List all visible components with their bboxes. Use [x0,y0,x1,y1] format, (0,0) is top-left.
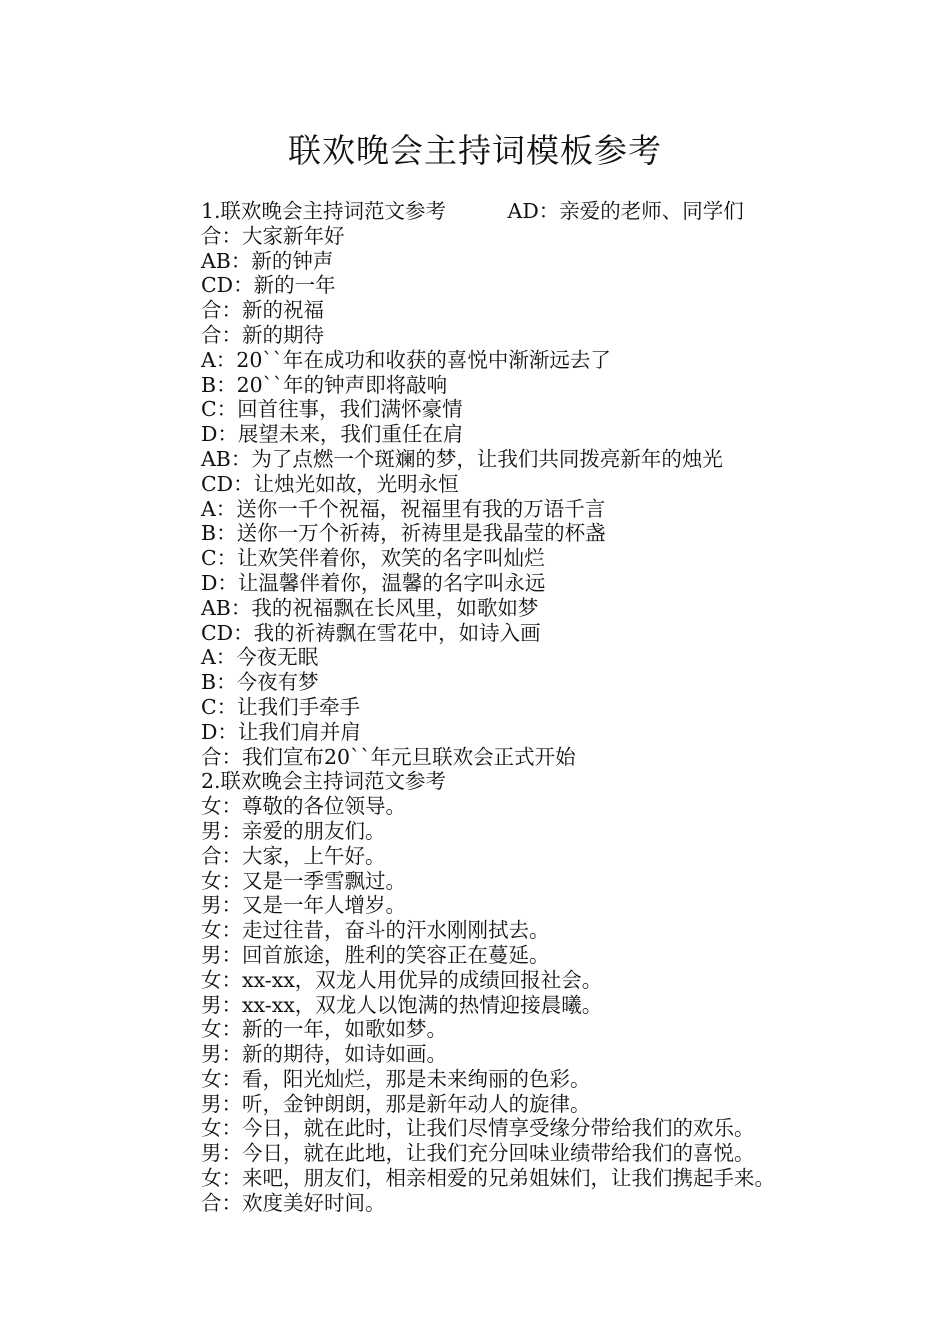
text-line: 合：大家，上午好。 [201,843,386,868]
text-line: CD：我的祈祷飘在雪花中，如诗入画 [201,620,541,645]
text-line: 男：xx-xx，双龙人以饱满的热情迎接晨曦。 [201,992,603,1017]
text-line: CD：让烛光如故，光明永恒 [201,471,459,496]
text-line: C：回首往事，我们满怀豪情 [201,397,463,422]
text-line: B：20``年的钟声即将敲响 [201,372,448,397]
text-line: 合：新的祝福 [201,298,324,323]
text-line: 2.联欢晚会主持词范文参考 [201,769,447,794]
text-line: 合：大家新年好 [201,223,345,248]
text-line: 合：新的期待 [201,322,324,347]
text-line: 合：我们宣布20``年元旦联欢会正式开始 [201,744,576,769]
text-line: D：展望未来，我们重任在肩 [201,422,464,447]
text-line: 男：新的期待，如诗如画。 [201,1042,447,1067]
text-line: 男：听，金钟朗朗，那是新年动人的旋律。 [201,1091,591,1116]
document-title: 联欢晚会主持词模板参考 [288,131,662,170]
text-line: AB：新的钟声 [201,248,334,273]
text-line: D：让我们肩并肩 [201,719,361,744]
document-body [201,199,941,1216]
text-line: C：让我们手牵手 [201,694,361,719]
text-line: C：让欢笑伴着你，欢笑的名字叫灿烂 [201,546,545,571]
text-line: D：让温馨伴着你，温馨的名字叫永远 [201,570,546,595]
text-line: 女：尊敬的各位领导。 [201,794,406,819]
text-line: 女：来吧，朋友们，相亲相爱的兄弟姐妹们，让我们携起手来。 [201,1166,775,1191]
text-line: AB：为了点燃一个斑斓的梦，让我们共同拨亮新年的烛光 [201,446,723,471]
text-line: A：送你一千个祝福，祝福里有我的万语千言 [201,496,606,521]
text-line: 女：看，阳光灿烂，那是未来绚丽的色彩。 [201,1066,591,1091]
text-line: 女：走过往昔，奋斗的汗水刚刚拭去。 [201,918,550,943]
text-line: 1.联欢晚会主持词范文参考 AD：亲爱的老师、同学们 [201,199,744,223]
text-line: 合：欢度美好时间。 [201,1190,386,1215]
text-line: A：今夜无眠 [201,645,319,670]
text-line: 男：今日，就在此地，让我们充分回味业绩带给我们的喜悦。 [201,1141,755,1166]
text-line: B：送你一万个祈祷，祈祷里是我晶莹的杯盏 [201,521,606,546]
text-line: 男：回首旅途，胜利的笑容正在蔓延。 [201,942,550,967]
text-line: 男：又是一年人增岁。 [201,893,406,918]
text-line: A：20``年在成功和收获的喜悦中渐渐远去了 [201,347,611,372]
text-line: 女：今日，就在此时，让我们尽情享受缘分带给我们的欢乐。 [201,1116,755,1141]
text-line: 女：xx-xx，双龙人用优异的成绩回报社会。 [201,967,603,992]
text-line: B：今夜有梦 [201,670,319,695]
text-line: AB：我的祝福飘在长风里，如歌如梦 [201,595,539,620]
text-line: 男：亲爱的朋友们。 [201,818,386,843]
text-line: CD：新的一年 [201,273,336,298]
text-line: 女：又是一季雪飘过。 [201,868,406,893]
text-line: 女：新的一年，如歌如梦。 [201,1017,447,1042]
